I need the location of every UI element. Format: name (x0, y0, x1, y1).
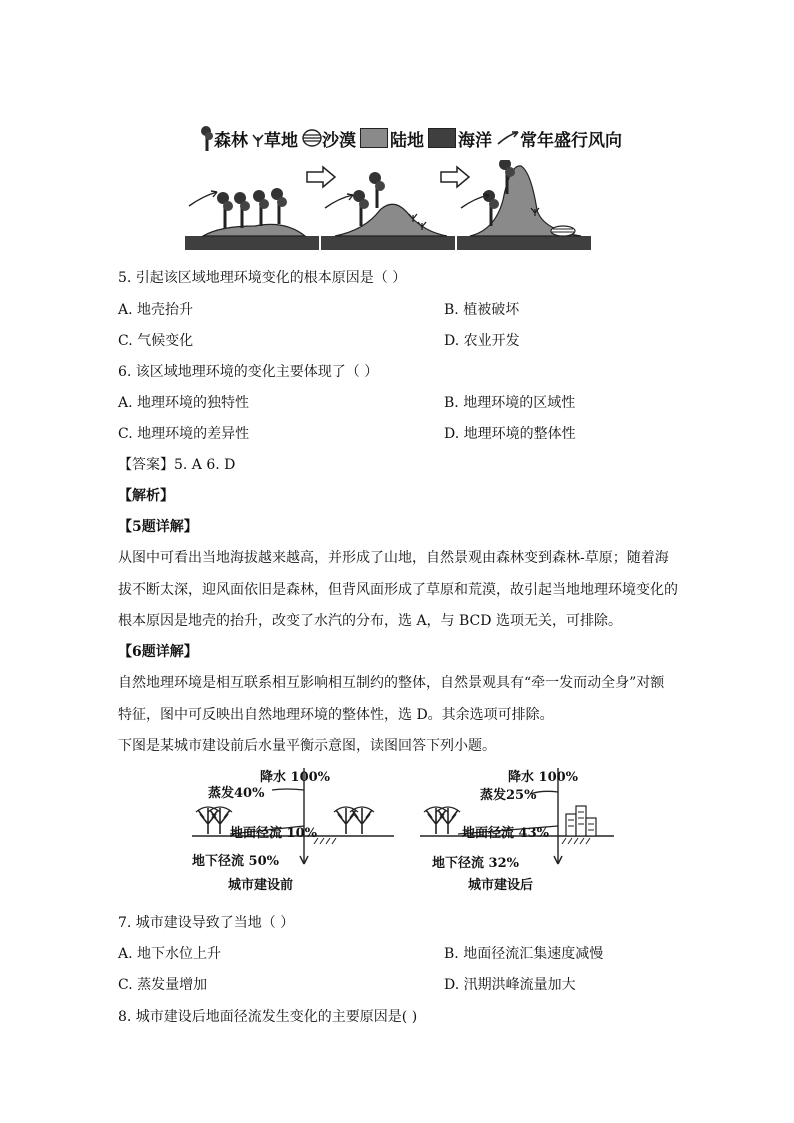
legend-desert-label: 沙漠 (322, 130, 356, 151)
q7-option-a[interactable]: A. 地下水位上升 (118, 946, 222, 962)
legend-grassland (252, 126, 298, 151)
after-surface-runoff-label: 地面径流 43% (462, 826, 549, 841)
ocean-swatch (428, 128, 456, 148)
legend-land (360, 126, 424, 151)
analysis-title: 【解析】 (118, 488, 174, 504)
before-surface-runoff-label: 地面径流 10% (230, 826, 317, 841)
before-evap-label: 蒸发40% (208, 786, 265, 801)
legend-desert (302, 126, 356, 151)
transition-arrow-2 (441, 167, 469, 187)
after-caption: 城市建设后 (468, 878, 534, 893)
legend-forest-label: 森林 (214, 130, 248, 151)
panel-3 (457, 160, 591, 250)
panel-2 (321, 172, 455, 250)
legend-wind (496, 126, 622, 151)
q5-detail-title: 【5题详解】 (118, 519, 198, 535)
wind-arrow-icon (496, 129, 520, 147)
legend-ocean-label: 海洋 (458, 130, 492, 151)
transition-arrow-1 (307, 167, 335, 187)
q6-detail-line-2: 特征，图中可反映出自然地理环境的整体性，选 D。其余选项可排除。 (118, 707, 554, 723)
legend-ocean (428, 126, 492, 151)
q7-option-b[interactable]: B. 地面径流汇集速度减慢 (444, 946, 604, 962)
legend-grassland-label: 草地 (264, 130, 298, 151)
before-precip-label: 降水 100% (260, 770, 331, 785)
q7-option-d[interactable]: D. 汛期洪峰流量加大 (444, 977, 576, 993)
q5-detail-line-3: 根本原因是地壳的抬升，改变了水汽的分布，选 A，与 BCD 选项无关，可排除。 (118, 613, 622, 629)
q6-option-a[interactable]: A. 地理环境的独特性 (118, 395, 250, 411)
q5-detail-line-1: 从图中可看出当地海拔越来越高，并形成了山地，自然景观由森林变到森林-草原；随着海 (118, 550, 669, 566)
grass-icon (252, 129, 264, 147)
q5-option-a[interactable]: A. 地壳抬升 (118, 302, 194, 318)
q7-option-c[interactable]: C. 蒸发量增加 (118, 977, 208, 993)
q5-option-b[interactable]: B. 植被破坏 (444, 302, 520, 318)
answer: 【答案】5. A 6. D (118, 457, 236, 473)
landscape-change-figure (185, 160, 591, 252)
figure1-legend (200, 124, 626, 152)
q5-option-c[interactable]: C. 气候变化 (118, 333, 194, 349)
legend-wind-label: 常年盛行风向 (520, 130, 622, 151)
q5-stem: 5. 引起该区域地理环境变化的根本原因是（ ） (118, 270, 407, 286)
q5-detail-line-2: 拔不断太深，迎风面依旧是森林，但背风面形成了草原和荒漠，故引起当地地理环境变化的 (118, 582, 678, 598)
before-underground-runoff-label: 地下径流 50% (192, 854, 279, 869)
q6-option-d[interactable]: D. 地理环境的整体性 (444, 426, 576, 442)
q6-detail-line-1: 自然地理环境是相互联系相互影响相互制约的整体，自然景观具有“牵一发而动全身”对额 (118, 675, 665, 691)
q6-stem: 6. 该区域地理环境的变化主要体现了（ ） (118, 364, 379, 380)
after-evap-label: 蒸发25% (480, 788, 537, 803)
forest-icon (200, 125, 214, 151)
legend-land-label: 陆地 (390, 130, 424, 151)
panel-1 (185, 188, 319, 250)
legend-forest (200, 125, 248, 151)
q8-stem: 8. 城市建设后地面径流发生变化的主要原因是( ) (118, 1009, 418, 1025)
q7-stem: 7. 城市建设导致了当地（ ） (118, 915, 295, 931)
q6-option-c[interactable]: C. 地理环境的差异性 (118, 426, 250, 442)
q6-option-b[interactable]: B. 地理环境的区域性 (444, 395, 576, 411)
land-swatch (360, 128, 388, 148)
before-caption: 城市建设前 (228, 878, 294, 893)
intro-figure2: 下图是某城市建设前后水量平衡示意图，读图回答下列小题。 (118, 738, 496, 754)
q5-option-d[interactable]: D. 农业开发 (444, 333, 520, 349)
after-underground-runoff-label: 地下径流 32% (432, 856, 519, 871)
desert-icon (302, 129, 322, 147)
after-precip-label: 降水 100% (508, 770, 579, 785)
q6-detail-title: 【6题详解】 (118, 644, 198, 660)
